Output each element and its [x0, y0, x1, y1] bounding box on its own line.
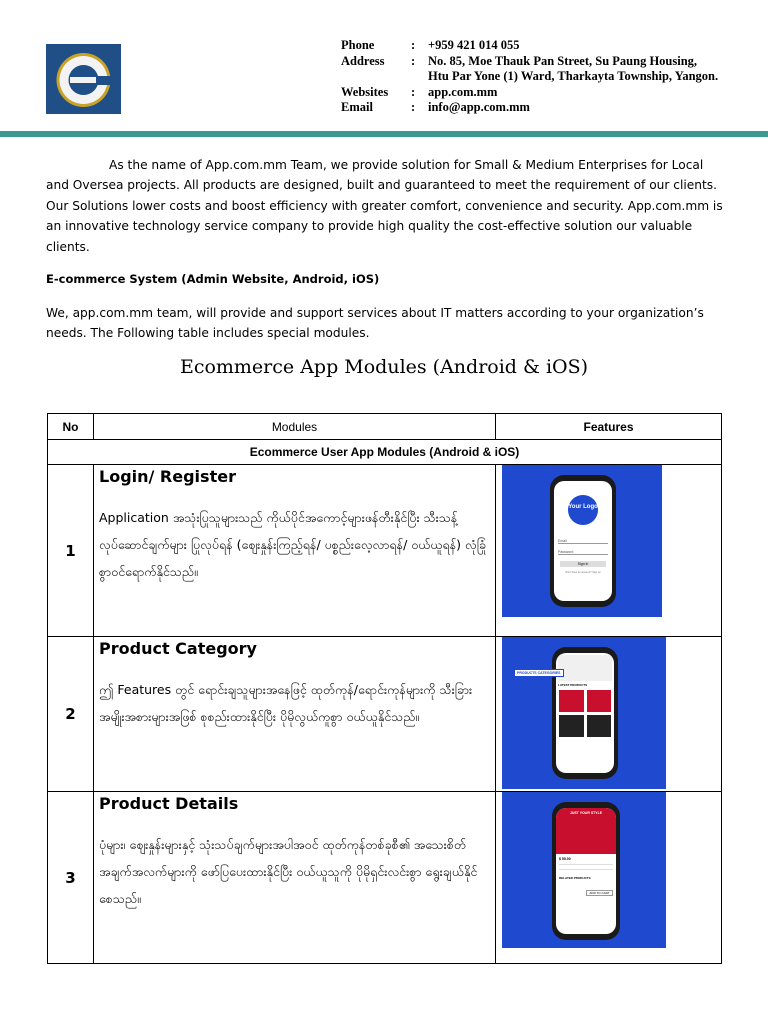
product-tile — [559, 690, 584, 712]
phone-screen — [554, 481, 612, 601]
contact-colon: : — [411, 84, 416, 99]
module-title: Product Category — [99, 639, 257, 658]
contact-colon: : — [411, 53, 416, 68]
table-row — [48, 792, 722, 964]
phone-frame — [552, 647, 618, 779]
contact-phone — [341, 38, 718, 54]
feature-cell — [496, 465, 722, 637]
product-tile — [587, 690, 612, 712]
header-no: No — [48, 414, 94, 440]
phone-frame — [550, 475, 616, 607]
row-number: 3 — [48, 792, 94, 964]
modules-table — [47, 413, 722, 964]
module-description: Application အသုံးပြုသူများသည် ကိုယ်ပိုင်အကောင့်များဖန်တီးနိုင်ပြီး သီးသန့်လုပ်ဆောင်ချက်များ ပြုလုပ်ရန် (ဈေးနှုန်းကြည့်ရန်/ ပစ္စည်းလေ့လာရန်/ ဝယ်ယူရန်) လုံခြုံစွာဝင်ရောက်နိုင်သည်။ — [99, 510, 486, 579]
logo-g-icon — [46, 44, 121, 114]
contact-value: No. 85, Moe Thauk Pan Street, Su Paung Housing, Htu Par Yone (1) Ward, Tharkayta Township, Yangon. — [428, 53, 719, 83]
categories-tag: PRODUCTS CATEGORIES — [514, 669, 564, 677]
contact-value: +959 421 014 055 — [428, 38, 520, 52]
email-link[interactable]: info@app.com.mm — [428, 100, 530, 114]
contact-website — [341, 85, 718, 101]
details-screenshot — [502, 792, 666, 948]
product-tile — [559, 715, 584, 737]
module-title: Login/ Register — [99, 467, 236, 486]
divider — [559, 864, 613, 865]
module-cell — [94, 637, 496, 792]
feature-cell — [496, 792, 722, 964]
row-number: 2 — [48, 637, 94, 792]
intro-text: As the name of App.com.mm Team, we provide solution for Small & Medium Enterprises for Local and Oversea projects. All products are designed, built and guaranteed to meet the requirement of our clients. Our Solutions lower costs and boost efficiency with greater comfort, convenience and security. App.com.mm is an innovative technology service company to provide high quality the cost-effective solution our valuable clients. — [46, 158, 723, 254]
table-header-row — [48, 414, 722, 440]
header-divider — [0, 131, 768, 137]
contact-label: Phone — [341, 38, 375, 52]
contact-colon: : — [411, 38, 416, 52]
sign-in-button: Sign in — [560, 561, 606, 567]
header-modules: Modules — [94, 414, 496, 440]
table-row — [48, 465, 722, 637]
table-row — [48, 637, 722, 792]
product-tile — [587, 715, 612, 737]
contact-label: Websites — [341, 84, 389, 99]
signup-text: Don't have an account? Sign up — [565, 571, 601, 574]
header-features: Features — [496, 414, 722, 440]
latest-products-label: LATEST PRODUCTS — [558, 683, 588, 687]
company-logo — [46, 44, 121, 114]
module-description: ဤ Features တွင် ရောင်းချသူများအနေဖြင့် ထုတ်ကုန်/ရောင်းကုန်များကို သီးခြားအမျိုးအစားများအဖြစ် စုစည်းထားနိုင်ပြီး ပိုမိုလွယ်ကူစွာ ဝယ်ယူနိုင်သည်။ — [99, 682, 473, 724]
contact-label: Address — [341, 53, 385, 68]
contact-email — [341, 100, 718, 116]
section-paragraph: We, app.com.mm team, will provide and support services about IT matters according to your organization’s needs. The Following table includes special modules. — [46, 306, 704, 341]
password-field: Password — [558, 550, 608, 555]
module-title: Product Details — [99, 794, 239, 813]
contact-colon: : — [411, 100, 416, 114]
contact-block — [341, 38, 718, 116]
product-grid-row — [559, 715, 611, 737]
table-subheader-row — [48, 440, 722, 465]
login-screenshot — [502, 465, 662, 617]
document-title: Ecommerce App Modules (Android & iOS) — [179, 356, 589, 378]
logo-circle: Your Logo — [568, 495, 598, 525]
row-number: 1 — [48, 465, 94, 637]
module-description: ပုံများ၊ ဈေးနှုန်းများနှင့် သုံးသပ်ချက်များအပါအဝင် ထုတ်ကုန်တစ်ခုစီ၏ အသေးစိတ်အချက်အလက်များကို ဖော်ပြပေးထားနိုင်ပြီး ဝယ်ယူသူကို ပိုမိုရှင်းလင်းစွာ ရွေးချယ်နိုင်စေသည်။ — [99, 837, 478, 906]
contact-address — [341, 54, 718, 85]
phone-frame — [552, 802, 620, 940]
website-link[interactable]: app.com.mm — [428, 84, 498, 99]
intro-paragraph — [46, 155, 726, 257]
feature-cell — [496, 637, 722, 792]
related-products-label: RELATED PRODUCTS — [559, 876, 591, 880]
divider — [559, 869, 613, 870]
product-banner: JUST YOUR STYLE — [556, 808, 616, 854]
subheader-cell: Ecommerce User App Modules (Android & iOS) — [48, 440, 722, 465]
module-cell — [94, 465, 496, 637]
section-heading: E-commerce System (Admin Website, Android, iOS) — [46, 272, 380, 286]
contact-label: Email — [341, 100, 373, 114]
phone-screen — [556, 808, 616, 934]
module-cell — [94, 792, 496, 964]
phone-screen — [556, 653, 614, 773]
product-grid-row — [559, 690, 611, 712]
add-to-cart-button: ADD TO CART — [586, 890, 613, 896]
product-price: $ 55.00 — [559, 857, 571, 861]
banner-block — [558, 655, 612, 681]
category-screenshot — [502, 637, 666, 789]
email-field: Email — [558, 539, 608, 544]
